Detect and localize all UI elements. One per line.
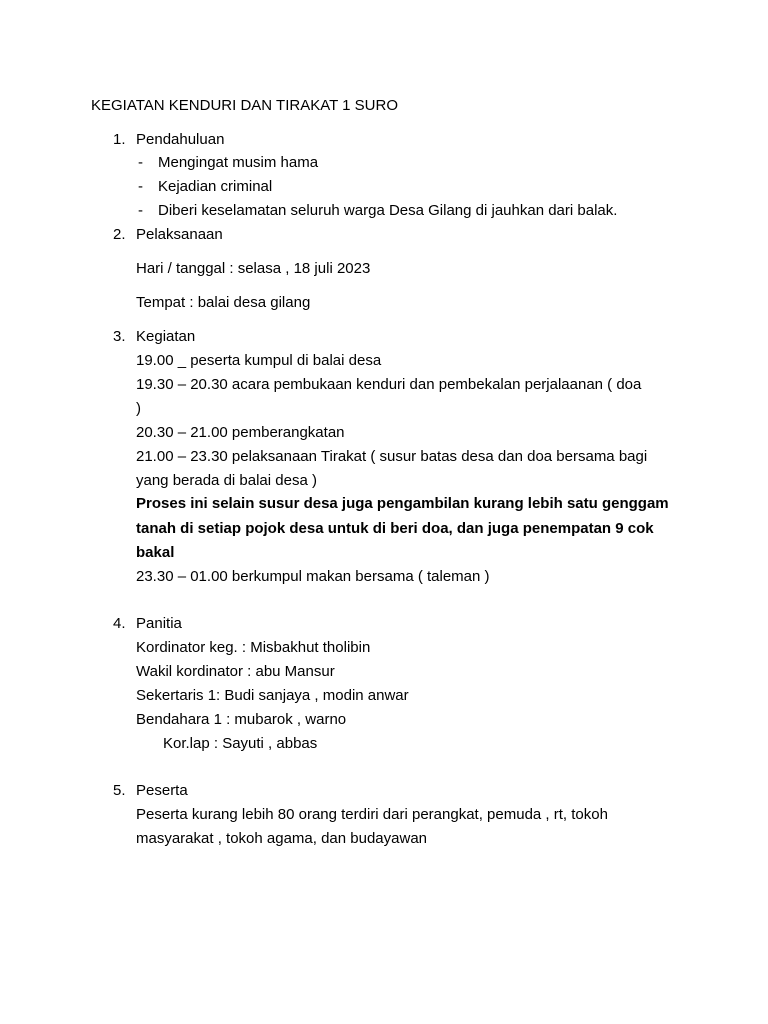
participants-line: masyarakat , tokoh agama, dan budayawan (136, 830, 428, 847)
list-item: Diberi keselamatan seluruh warga Desa Gilang di jauhkan dari balak. (158, 202, 618, 219)
process-note-bold: tanah di setiap pojok desa untuk di beri doa, dan juga penempatan 9 cok (136, 520, 654, 537)
list-item: Kejadian criminal (158, 178, 273, 195)
committee-line: Kordinator keg. : Misbakhut tholibin (136, 639, 371, 656)
schedule-line: 19.30 – 20.30 acara pembukaan kenduri dan pembekalan perjalaanan ( doa (136, 376, 642, 393)
schedule-line: 19.00 _ peserta kumpul di balai desa (136, 352, 382, 369)
section-number: 3. (113, 328, 126, 345)
schedule-line: 21.00 – 23.30 pelaksanaan Tirakat ( susur batas desa dan doa bersama bagi (136, 448, 648, 465)
hari-tanggal-text: Hari / tanggal : selasa , 18 juli 2023 (136, 260, 371, 277)
committee-line: Sekertaris 1: Budi sanjaya , modin anwar (136, 687, 409, 704)
section-number: 4. (113, 615, 126, 632)
bullet-dash: - (138, 202, 143, 219)
section-heading-pendahuluan: Pendahuluan (136, 131, 225, 148)
participants-line: Peserta kurang lebih 80 orang terdiri dari perangkat, pemuda , rt, tokoh (136, 806, 608, 823)
committee-line: Wakil kordinator : abu Mansur (136, 663, 335, 680)
section-heading-pelaksanaan: Pelaksanaan (136, 226, 223, 243)
process-note-bold: bakal (136, 544, 175, 561)
section-number: 1. (113, 131, 126, 148)
document-title: KEGIATAN KENDURI DAN TIRAKAT 1 SURO (91, 97, 399, 114)
schedule-line: ) (136, 400, 141, 417)
list-item: Mengingat musim hama (158, 154, 319, 171)
section-heading-peserta: Peserta (136, 782, 188, 799)
process-note-bold: Proses ini selain susur desa juga pengambilan kurang lebih satu genggam (136, 495, 669, 512)
committee-korlap: Kor.lap : Sayuti , abbas (163, 735, 318, 752)
schedule-line: 23.30 – 01.00 berkumpul makan bersama ( taleman ) (136, 568, 490, 585)
section-heading-kegiatan: Kegiatan (136, 328, 196, 345)
tempat-text: Tempat : balai desa gilang (136, 294, 311, 311)
section-number: 2. (113, 226, 126, 243)
bullet-dash: - (138, 154, 143, 171)
section-heading-panitia: Panitia (136, 615, 182, 632)
bullet-dash: - (138, 178, 143, 195)
schedule-line: yang berada di balai desa ) (136, 472, 317, 489)
schedule-line: 20.30 – 21.00 pemberangkatan (136, 424, 345, 441)
section-number: 5. (113, 782, 126, 799)
committee-line: Bendahara 1 : mubarok , warno (136, 711, 347, 728)
